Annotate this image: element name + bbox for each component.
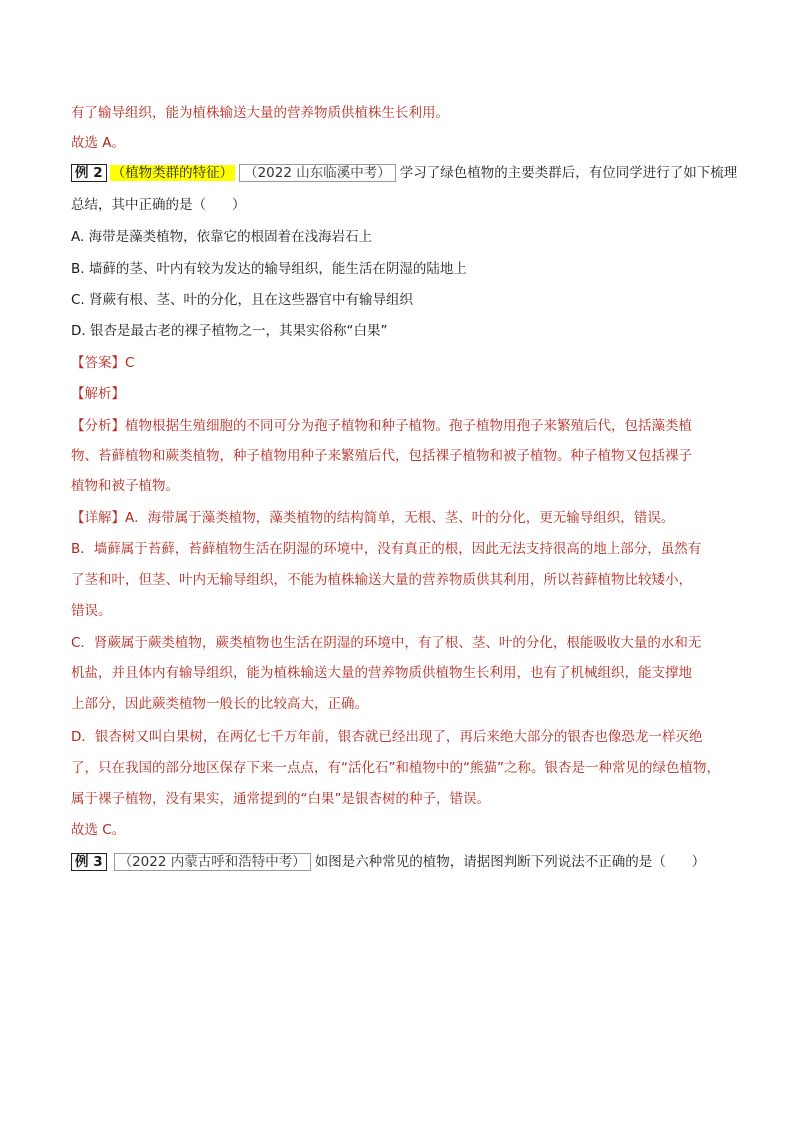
- analysis-line: 机盐，并且体内有输导组织，能为植株输送大量的营养物质供植物生长利用，也有了机械组织，能支撑地: [71, 665, 692, 681]
- option-c: C. 肾蕨有根、茎、叶的分化，且在这些器官中有输导组织: [71, 292, 414, 308]
- example-2-question-cont: [71, 195, 731, 215]
- option-d: D. 银杏是最古老的裸子植物之一，其果实俗称“白果”: [71, 323, 388, 339]
- example-2-question: [71, 163, 738, 183]
- text-line: 有了输导组织，能为植株输送大量的营养物质供植株生长利用。: [71, 105, 449, 121]
- question-text: ）: [691, 854, 706, 870]
- option-a: A. 海带是藻类植物，依靠它的根固着在浅海岩石上: [71, 229, 373, 245]
- question-text: 总结，其中正确的是（: [71, 197, 206, 213]
- example-3-label: 例 3: [71, 853, 107, 871]
- analysis-title: 【解析】: [71, 386, 125, 402]
- question-text: 学习了绿色植物的主要类群后，有位同学进行了如下梳理: [399, 165, 738, 181]
- example-3-question: [71, 852, 731, 872]
- answer: 【答案】C: [71, 355, 135, 371]
- analysis-line: C．肾蕨属于蕨类植物，蕨类植物也生活在阴湿的环境中，有了根、茎、叶的分化，根能吸收大量的水和无: [71, 635, 702, 651]
- option-b: B. 墙藓的茎、叶内有较为发达的输导组织，能生活在阴湿的陆地上: [71, 261, 467, 277]
- analysis-line: 【分析】植物根据生殖细胞的不同可分为孢子植物和种子植物。孢子植物用孢子来繁殖后代，包括藻类植: [71, 418, 692, 434]
- analysis-line: 上部分，因此蕨类植物一般长的比较高大，正确。: [71, 696, 368, 712]
- text-line: 故选 A。: [71, 135, 126, 151]
- analysis-line: D．银杏树又叫白果树，在两亿七千万年前，银杏就已经出现了，再后来绝大部分的银杏也像恐龙一样灭绝: [71, 729, 703, 745]
- example-2-label: 例 2: [71, 164, 107, 182]
- analysis-line: 了，只在我国的部分地区保存下来一点点，有“活化石”和植物中的“熊猫”之称。银杏是一种常见的绿色植物，: [71, 760, 720, 776]
- topic-highlight: （植物类群的特征）: [111, 165, 234, 181]
- question-text: ）: [232, 197, 246, 213]
- analysis-line: 物、苔藓植物和蕨类植物，种子植物用种子来繁殖后代，包括裸子植物和被子植物。种子植物又包括裸子: [71, 448, 692, 464]
- analysis-line: 【详解】A．海带属于藻类植物，藻类植物的结构简单，无根、茎、叶的分化，更无输导组织，错误。: [71, 510, 675, 526]
- source-tag: （2022 山东临溪中考）: [239, 164, 396, 182]
- analysis-line: 错误。: [71, 603, 112, 619]
- analysis-line: 植物和被子植物。: [71, 478, 179, 494]
- analysis-line: 了茎和叶，但茎、叶内无输导组织，不能为植株输送大量的营养物质供其利用，所以苔藓植物比较矮小，: [71, 572, 692, 588]
- analysis-line: B．墙藓属于苔藓，苔藓植物生活在阴湿的环境中，没有真正的根，因此无法支持很高的地上部分，虽然有: [71, 541, 702, 557]
- analysis-line: 属于裸子植物，没有果实，通常提到的“白果”是银杏树的种子，错误。: [71, 791, 490, 807]
- analysis-line: 故选 C。: [71, 822, 126, 838]
- question-text: 如图是六种常见的植物，请据图判断下列说法不正确的是（: [314, 854, 666, 870]
- source-tag: （2022 内蒙古呼和浩特中考）: [114, 853, 311, 871]
